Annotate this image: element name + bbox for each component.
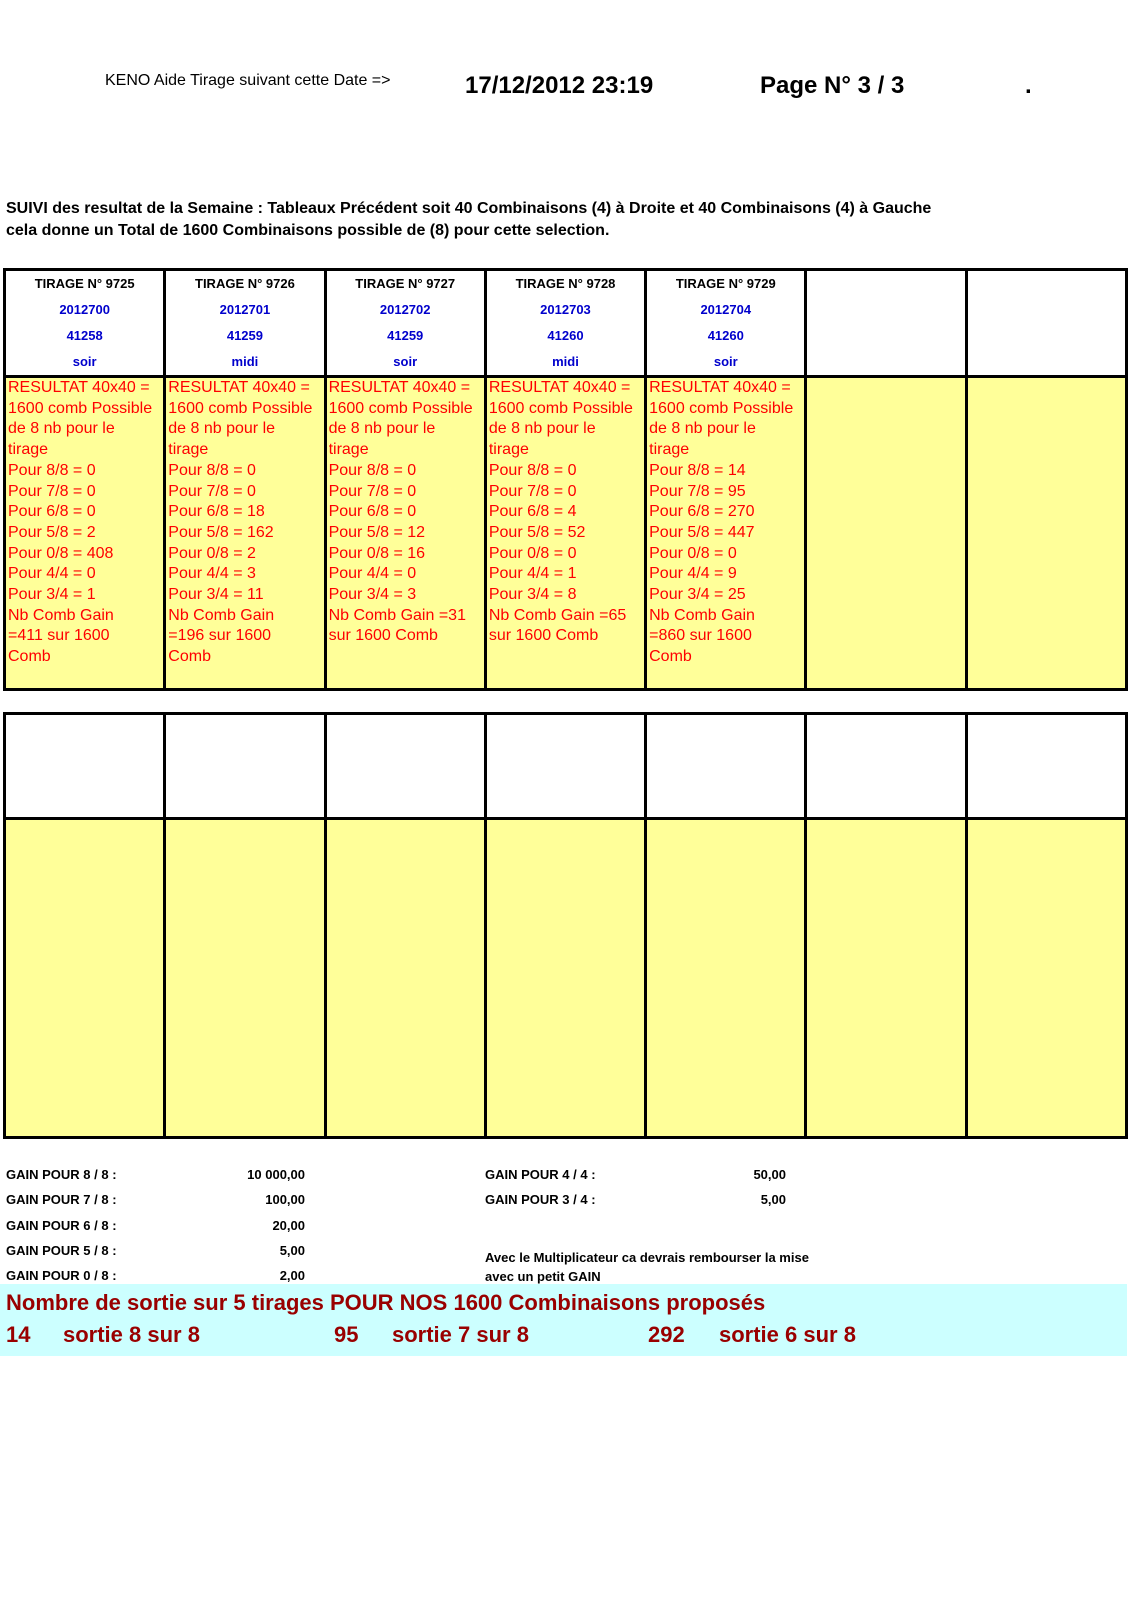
result-line: tirage [488,441,529,459]
tirage-num: 41258 [66,328,103,343]
result-line: 1600 comb Possible [328,399,473,417]
empty-cell [325,714,485,819]
empty-table [3,712,1128,1139]
empty-cell [806,819,966,1138]
empty-header-cell [966,270,1126,377]
result-line: Pour 7/8 = 95 [649,482,746,500]
tirage-moment: soir [393,354,418,369]
gain-label: GAIN POUR 5 / 8 : [6,1243,117,1258]
gain-label: GAIN POUR 8 / 8 : [6,1167,117,1182]
result-line: =411 sur 1600 [8,627,110,645]
note-line-1: Avec le Multiplicateur ca devrais rembourser la mise [485,1250,809,1265]
result-line: Pour 3/4 = 3 [328,586,417,604]
result-line: Comb [168,648,211,666]
header-dot: . [1025,72,1032,99]
tirage-code: 2012704 [700,302,752,317]
tirage-num: 41259 [387,328,424,343]
result-line: =196 sur 1600 [168,627,272,645]
result-line: 1600 comb Possible [168,399,313,417]
result-line: Pour 0/8 = 0 [649,544,737,562]
result-line: RESULTAT 40x40 = [8,379,150,396]
result-line: de 8 nb pour le [328,420,436,438]
gain-value: 50,00 [753,1167,786,1182]
empty-result-cell [966,377,1126,690]
tirage-code: 2012700 [59,302,110,317]
tirage-moment: midi [552,354,579,369]
result-line: Pour 7/8 = 0 [328,482,417,500]
result-line: Pour 4/4 = 0 [8,565,96,583]
empty-cell [5,819,165,1138]
result-cell-0 [5,377,165,690]
result-line: Pour 7/8 = 0 [8,482,96,500]
summary-title: Nombre de sortie sur 5 tirages POUR NOS 1600 Combinaisons proposés [6,1290,766,1315]
result-line: 1600 comb Possible [488,399,633,417]
result-line: 1600 comb Possible [8,399,153,417]
empty-cell [966,714,1126,819]
tirage-header-2 [325,270,485,377]
gain-value: 5,00 [279,1243,305,1258]
intro-line-1: SUIVI des resultat de la Semaine : Tableaux Précédent soit 40 Combinaisons (4) à Droite et 40 Combinaisons (4) à Gauche [6,200,932,217]
result-cell-1 [165,377,325,690]
empty-result-row [5,819,1127,1138]
summary-count-8: 14 [6,1322,31,1347]
result-line: Pour 6/8 = 0 [328,503,417,521]
tirage-header-3 [485,270,645,377]
result-line: Nb Comb Gain =65 [488,606,627,624]
result-line: tirage [168,441,209,459]
result-line: Nb Comb Gain [168,606,275,624]
intro-line-2: cela donne un Total de 1600 Combinaisons possible de (8) pour cette selection. [6,222,610,239]
summary-label-8: sortie 8 sur 8 [63,1322,200,1347]
result-line: de 8 nb pour le [649,420,756,438]
gain-label: GAIN POUR 4 / 4 : [485,1167,596,1182]
result-line: Pour 7/8 = 0 [488,482,577,500]
gain-label: GAIN POUR 0 / 8 : [6,1268,117,1283]
result-line: Pour 8/8 = 0 [488,461,577,479]
empty-cell [485,819,645,1138]
tirage-moment: soir [713,354,738,369]
empty-cell [646,819,806,1138]
result-line: Pour 0/8 = 0 [488,544,577,562]
tirage-header-row [5,270,1127,377]
result-line: tirage [649,441,690,459]
result-line: Pour 5/8 = 2 [8,523,96,541]
tirage-number: TIRAGE N° 9729 [675,276,776,291]
empty-cell [646,714,806,819]
empty-result-cell [806,377,966,690]
result-line: sur 1600 Comb [328,627,438,645]
page-number: Page N° 3 / 3 [760,72,905,99]
result-line: Pour 0/8 = 2 [168,544,256,562]
result-line: Pour 8/8 = 0 [8,461,96,479]
result-line: Pour 4/4 = 0 [328,565,417,583]
result-line: Pour 6/8 = 0 [8,503,96,521]
result-line: Pour 5/8 = 162 [168,523,274,541]
result-line: Nb Comb Gain =31 [328,606,466,624]
result-cell-4 [646,377,806,690]
result-line: Pour 7/8 = 0 [168,482,256,500]
gain-value: 2,00 [279,1268,305,1283]
gain-label: GAIN POUR 6 / 8 : [6,1218,117,1233]
summary-count-7: 95 [334,1322,359,1347]
result-line: Pour 4/4 = 3 [168,565,256,583]
result-line: Pour 8/8 = 0 [168,461,256,479]
tirage-code: 2012702 [379,302,431,317]
result-line: Comb [649,648,692,666]
summary-label-6: sortie 6 sur 8 [719,1322,856,1347]
result-cell-2 [325,377,485,690]
result-line: Pour 5/8 = 12 [328,523,426,541]
empty-cell [966,819,1126,1138]
result-row [5,377,1127,690]
tirage-header-4 [646,270,806,377]
result-line: Pour 0/8 = 408 [8,544,114,562]
empty-cell [5,714,165,819]
result-line: Pour 4/4 = 9 [649,565,737,583]
result-line: 1600 comb Possible [649,399,794,417]
tirage-number: TIRAGE N° 9727 [355,276,456,291]
result-line: Pour 4/4 = 1 [488,565,577,583]
empty-cell [165,819,325,1138]
result-line: Nb Comb Gain [649,606,755,624]
result-line: Pour 6/8 = 4 [488,503,577,521]
result-line: Pour 6/8 = 270 [649,503,755,521]
summary-count-6: 292 [648,1322,685,1347]
result-line: RESULTAT 40x40 = [488,379,631,396]
empty-cell [165,714,325,819]
tirage-header-0 [5,270,165,377]
tirage-code: 2012703 [540,302,591,317]
gain-value: 10 000,00 [247,1167,305,1182]
result-line: Pour 8/8 = 14 [649,461,746,479]
tirage-moment: soir [72,354,97,369]
result-line: RESULTAT 40x40 = [649,379,791,396]
tirage-table [3,268,1128,691]
result-line: de 8 nb pour le [488,420,596,438]
empty-header-cell [806,270,966,377]
result-line: Comb [8,648,51,666]
tirage-header-1 [165,270,325,377]
gain-value: 100,00 [265,1192,305,1207]
result-line: Pour 5/8 = 447 [649,523,755,541]
result-line: Pour 8/8 = 0 [328,461,417,479]
tirage-num: 41259 [226,328,263,343]
header-label: KENO Aide Tirage suivant cette Date => [105,72,391,89]
gain-value: 5,00 [760,1192,786,1207]
tirage-num: 41260 [707,328,744,343]
result-line: Pour 0/8 = 16 [328,544,426,562]
tirage-num: 41260 [547,328,584,343]
result-line: tirage [8,441,49,459]
tirage-moment: midi [231,354,259,369]
empty-cell [485,714,645,819]
result-line: RESULTAT 40x40 = [168,379,310,396]
header-datetime: 17/12/2012 23:19 [465,72,654,99]
tirage-number: TIRAGE N° 9728 [515,276,616,291]
result-line: de 8 nb pour le [168,420,276,438]
empty-cell [325,819,485,1138]
result-line: =860 sur 1600 [649,627,752,645]
result-line: tirage [328,441,369,459]
intro-text [6,198,1116,242]
result-cell-3 [485,377,645,690]
result-line: de 8 nb pour le [8,420,115,438]
tirage-number: TIRAGE N° 9725 [34,276,135,291]
result-line: Nb Comb Gain [8,606,114,624]
result-line: Pour 3/4 = 11 [168,586,264,604]
result-line: Pour 6/8 = 18 [168,503,265,521]
result-line: Pour 3/4 = 8 [488,586,577,604]
empty-header-row [5,714,1127,819]
result-line: Pour 5/8 = 52 [488,523,586,541]
tirage-code: 2012701 [219,302,271,317]
gain-label: GAIN POUR 7 / 8 : [6,1192,117,1207]
gain-label: GAIN POUR 3 / 4 : [485,1192,596,1207]
result-line: sur 1600 Comb [488,627,599,645]
summary-label-7: sortie 7 sur 8 [392,1322,529,1347]
tirage-number: TIRAGE N° 9726 [195,276,295,291]
result-line: Pour 3/4 = 1 [8,586,96,604]
result-line: RESULTAT 40x40 = [328,379,471,396]
note-line-2: avec un petit GAIN [485,1269,601,1284]
gain-value: 20,00 [272,1218,305,1233]
result-line: Pour 3/4 = 25 [649,586,746,604]
empty-cell [806,714,966,819]
